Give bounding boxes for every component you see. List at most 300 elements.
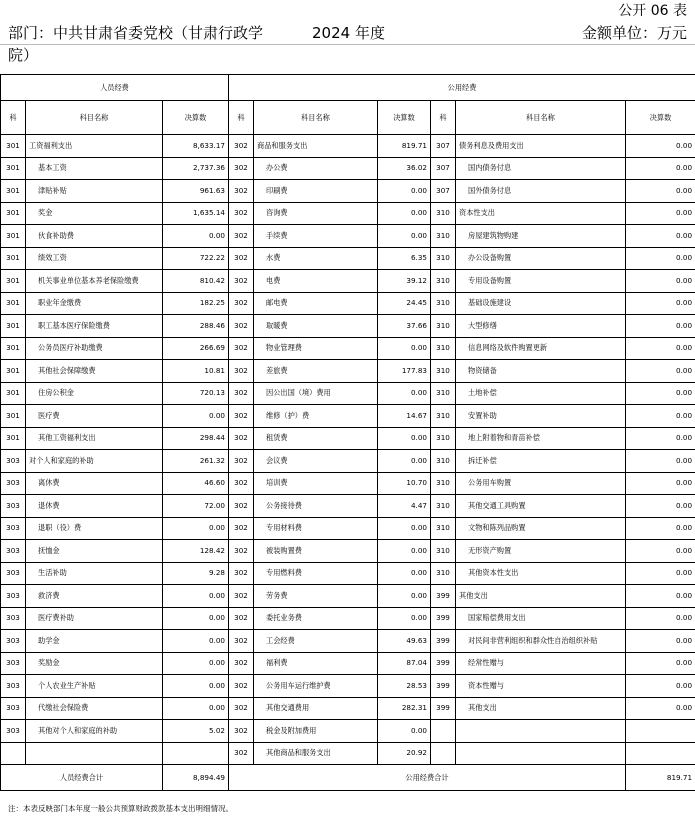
- public-code-cell: 302: [229, 675, 254, 698]
- col-name: 科目名称: [456, 101, 626, 135]
- public-cont-amount-cell: 0.00: [626, 630, 695, 653]
- personnel-amount-cell: 0.00: [163, 405, 229, 428]
- public-name-cell: 物业管理费: [254, 337, 378, 360]
- total-public-amount: 819.71: [626, 765, 695, 791]
- public-cont-code-cell: 310: [431, 292, 456, 315]
- public-amount-cell: 0.00: [378, 540, 431, 563]
- public-amount-cell: 39.12: [378, 270, 431, 293]
- public-cont-code-cell: 310: [431, 472, 456, 495]
- public-cont-code-cell: 310: [431, 540, 456, 563]
- personnel-amount-cell: 0.00: [163, 675, 229, 698]
- personnel-code-cell: 301: [1, 292, 26, 315]
- personnel-amount-cell: 5.02: [163, 720, 229, 743]
- public-cont-code-cell: 310: [431, 450, 456, 473]
- public-code-cell: 302: [229, 517, 254, 540]
- personnel-amount-cell: 0.00: [163, 697, 229, 720]
- public-cont-name-cell: 资本性赠与: [456, 675, 626, 698]
- public-code-cell: 302: [229, 202, 254, 225]
- public-code-cell: 302: [229, 450, 254, 473]
- public-name-cell: 专用燃料费: [254, 562, 378, 585]
- public-cont-amount-cell: 0.00: [626, 360, 695, 383]
- table-row: [1, 427, 695, 450]
- personnel-code-cell: 301: [1, 427, 26, 450]
- public-cont-amount-cell: 0.00: [626, 315, 695, 338]
- public-cont-name-cell: 大型修缮: [456, 315, 626, 338]
- public-code-cell: 302: [229, 405, 254, 428]
- public-cont-amount-cell: 0.00: [626, 225, 695, 248]
- personnel-name-cell: 公务员医疗补助缴费: [26, 337, 163, 360]
- personnel-code-cell: 303: [1, 472, 26, 495]
- public-name-cell: 因公出国（境）费用: [254, 382, 378, 405]
- public-cont-code-cell: 310: [431, 202, 456, 225]
- personnel-code-cell: 303: [1, 720, 26, 743]
- personnel-code-cell: 301: [1, 405, 26, 428]
- public-cont-code-cell: 310: [431, 427, 456, 450]
- public-cont-code-cell: 310: [431, 225, 456, 248]
- public-code-cell: 302: [229, 427, 254, 450]
- personnel-code-cell: 301: [1, 337, 26, 360]
- personnel-name-cell: 基本工资: [26, 157, 163, 180]
- public-amount-cell: 37.66: [378, 315, 431, 338]
- public-code-cell: 302: [229, 247, 254, 270]
- public-code-cell: 302: [229, 495, 254, 518]
- public-code-cell: 302: [229, 720, 254, 743]
- public-amount-cell: 0.00: [378, 427, 431, 450]
- section-public: 公用经费: [229, 75, 695, 101]
- table-row: [1, 720, 695, 743]
- personnel-name-cell: 住房公积金: [26, 382, 163, 405]
- personnel-code-cell: 303: [1, 607, 26, 630]
- public-cont-amount-cell: 0.00: [626, 607, 695, 630]
- public-amount-cell: 0.00: [378, 180, 431, 203]
- department-name: 部门：中共甘肃省委党校（甘肃行政学院）: [8, 24, 264, 64]
- public-cont-amount-cell: 0.00: [626, 450, 695, 473]
- table-row: [1, 337, 695, 360]
- table-row: [1, 157, 695, 180]
- table-row: [1, 585, 695, 608]
- table-row: [1, 382, 695, 405]
- public-cont-amount-cell: 0.00: [626, 180, 695, 203]
- public-cont-name-cell: 其他支出: [456, 697, 626, 720]
- table-row: [1, 697, 695, 720]
- public-name-cell: 手续费: [254, 225, 378, 248]
- public-amount-cell: 4.47: [378, 495, 431, 518]
- table-row: [1, 202, 695, 225]
- public-name-cell: 电费: [254, 270, 378, 293]
- public-amount-cell: 24.45: [378, 292, 431, 315]
- public-code-cell: 302: [229, 315, 254, 338]
- personnel-amount-cell: 2,737.36: [163, 157, 229, 180]
- public-code-cell: 302: [229, 562, 254, 585]
- personnel-amount-cell: 128.42: [163, 540, 229, 563]
- personnel-name-cell: 奖金: [26, 202, 163, 225]
- public-cont-name-cell: 房屋建筑物购建: [456, 225, 626, 248]
- public-amount-cell: 177.83: [378, 360, 431, 383]
- public-code-cell: 302: [229, 382, 254, 405]
- public-amount-cell: 0.00: [378, 450, 431, 473]
- table-row: [1, 135, 695, 158]
- col-name: 科目名称: [254, 101, 378, 135]
- public-cont-amount-cell: 0.00: [626, 562, 695, 585]
- table-row: [1, 405, 695, 428]
- public-name-cell: 商品和服务支出: [254, 135, 378, 158]
- personnel-code-cell: 301: [1, 382, 26, 405]
- personnel-code-cell: 301: [1, 202, 26, 225]
- public-cont-code-cell: 310: [431, 382, 456, 405]
- public-code-cell: 302: [229, 607, 254, 630]
- personnel-code-cell: 301: [1, 225, 26, 248]
- personnel-code-cell: 301: [1, 157, 26, 180]
- public-cont-name-cell: 国外债务付息: [456, 180, 626, 203]
- public-cont-name-cell: 对民间非营利组织和群众性自治组织补贴: [456, 630, 626, 653]
- public-cont-amount-cell: 0.00: [626, 517, 695, 540]
- personnel-name-cell: 退职（役）费: [26, 517, 163, 540]
- public-cont-name-cell: 债务利息及费用支出: [456, 135, 626, 158]
- public-cont-amount-cell: [626, 720, 695, 743]
- personnel-code-cell: 303: [1, 517, 26, 540]
- personnel-amount-cell: 182.25: [163, 292, 229, 315]
- table-row: [1, 562, 695, 585]
- public-cont-name-cell: 经常性赠与: [456, 652, 626, 675]
- public-cont-code-cell: 310: [431, 562, 456, 585]
- table-row: [1, 742, 695, 765]
- table-row: [1, 607, 695, 630]
- public-amount-cell: 0.00: [378, 562, 431, 585]
- public-code-cell: 302: [229, 135, 254, 158]
- public-cont-code-cell: 307: [431, 157, 456, 180]
- public-cont-name-cell: 专用设备购置: [456, 270, 626, 293]
- public-amount-cell: 36.02: [378, 157, 431, 180]
- personnel-amount-cell: 961.63: [163, 180, 229, 203]
- personnel-name-cell: 奖励金: [26, 652, 163, 675]
- public-code-cell: 302: [229, 652, 254, 675]
- public-amount-cell: 20.92: [378, 742, 431, 765]
- personnel-name-cell: 个人农业生产补贴: [26, 675, 163, 698]
- personnel-amount-cell: 298.44: [163, 427, 229, 450]
- public-name-cell: 劳务费: [254, 585, 378, 608]
- personnel-name-cell: 生活补助: [26, 562, 163, 585]
- public-cont-name-cell: 安置补助: [456, 405, 626, 428]
- personnel-amount-cell: 0.00: [163, 225, 229, 248]
- personnel-code-cell: 301: [1, 315, 26, 338]
- personnel-name-cell: 机关事业单位基本养老保险缴费: [26, 270, 163, 293]
- personnel-name-cell: 伙食补助费: [26, 225, 163, 248]
- personnel-amount-cell: 261.32: [163, 450, 229, 473]
- personnel-amount-cell: 0.00: [163, 630, 229, 653]
- personnel-name-cell: 职业年金缴费: [26, 292, 163, 315]
- public-name-cell: 福利费: [254, 652, 378, 675]
- public-name-cell: 咨询费: [254, 202, 378, 225]
- public-amount-cell: 0.00: [378, 517, 431, 540]
- personnel-amount-cell: 10.81: [163, 360, 229, 383]
- personnel-amount-cell: 288.46: [163, 315, 229, 338]
- personnel-code-cell: 303: [1, 495, 26, 518]
- public-cont-code-cell: 399: [431, 697, 456, 720]
- public-cont-name-cell: 基础设施建设: [456, 292, 626, 315]
- public-cont-code-cell: [431, 742, 456, 765]
- public-cont-code-cell: 310: [431, 337, 456, 360]
- public-name-cell: 水费: [254, 247, 378, 270]
- personnel-amount-cell: 46.60: [163, 472, 229, 495]
- public-name-cell: 专用材料费: [254, 517, 378, 540]
- personnel-code-cell: 301: [1, 180, 26, 203]
- public-code-cell: 302: [229, 630, 254, 653]
- public-cont-code-cell: 307: [431, 180, 456, 203]
- public-code-cell: 302: [229, 270, 254, 293]
- public-cont-name-cell: 其他交通工具购置: [456, 495, 626, 518]
- total-public-label: 公用经费合计: [229, 765, 626, 791]
- table-row: [1, 292, 695, 315]
- public-cont-amount-cell: 0.00: [626, 472, 695, 495]
- personnel-name-cell: [26, 742, 163, 765]
- public-code-cell: 302: [229, 472, 254, 495]
- personnel-code-cell: 301: [1, 247, 26, 270]
- public-code-cell: 302: [229, 225, 254, 248]
- public-name-cell: 被装购置费: [254, 540, 378, 563]
- public-cont-name-cell: 文物和陈列品购置: [456, 517, 626, 540]
- personnel-code-cell: 303: [1, 450, 26, 473]
- personnel-name-cell: 医疗费补助: [26, 607, 163, 630]
- table-row: [1, 315, 695, 338]
- public-cont-name-cell: 国家赔偿费用支出: [456, 607, 626, 630]
- personnel-code-cell: 303: [1, 652, 26, 675]
- public-amount-cell: 0.00: [378, 225, 431, 248]
- personnel-code-cell: [1, 742, 26, 765]
- public-name-cell: 维修（护）费: [254, 405, 378, 428]
- public-cont-amount-cell: 0.00: [626, 337, 695, 360]
- expenditure-table: [0, 74, 695, 791]
- public-cont-amount-cell: 0.00: [626, 585, 695, 608]
- public-cont-name-cell: 物资储备: [456, 360, 626, 383]
- public-name-cell: 公务接待费: [254, 495, 378, 518]
- public-code-cell: 302: [229, 742, 254, 765]
- table-row: [1, 495, 695, 518]
- public-code-cell: 302: [229, 697, 254, 720]
- personnel-name-cell: 退休费: [26, 495, 163, 518]
- personnel-name-cell: 绩效工资: [26, 247, 163, 270]
- personnel-name-cell: 职工基本医疗保险缴费: [26, 315, 163, 338]
- personnel-amount-cell: 0.00: [163, 585, 229, 608]
- personnel-name-cell: 其他对个人和家庭的补助: [26, 720, 163, 743]
- public-cont-name-cell: 地上附着物和青苗补偿: [456, 427, 626, 450]
- public-cont-name-cell: 国内债务付息: [456, 157, 626, 180]
- public-cont-name-cell: 其他资本性支出: [456, 562, 626, 585]
- public-name-cell: 工会经费: [254, 630, 378, 653]
- table-row: [1, 472, 695, 495]
- public-amount-cell: 10.70: [378, 472, 431, 495]
- footnote: 注：本表反映部门本年度一般公共预算财政拨款基本支出明细情况。: [8, 804, 233, 813]
- public-cont-name-cell: [456, 720, 626, 743]
- table-row: [1, 540, 695, 563]
- personnel-name-cell: 救济费: [26, 585, 163, 608]
- col-amount: 决算数: [163, 101, 229, 135]
- public-name-cell: 取暖费: [254, 315, 378, 338]
- public-cont-code-cell: 310: [431, 360, 456, 383]
- public-cont-amount-cell: 0.00: [626, 247, 695, 270]
- public-cont-amount-cell: 0.00: [626, 157, 695, 180]
- public-cont-code-cell: 399: [431, 607, 456, 630]
- public-cont-name-cell: 拆迁补偿: [456, 450, 626, 473]
- personnel-amount-cell: [163, 742, 229, 765]
- personnel-name-cell: 津贴补贴: [26, 180, 163, 203]
- report-year: 2024 年度: [312, 24, 385, 42]
- personnel-code-cell: 301: [1, 135, 26, 158]
- personnel-code-cell: 301: [1, 270, 26, 293]
- personnel-name-cell: 其他社会保障缴费: [26, 360, 163, 383]
- public-cont-amount-cell: 0.00: [626, 292, 695, 315]
- public-name-cell: 委托业务费: [254, 607, 378, 630]
- report-header: [0, 22, 695, 70]
- public-cont-code-cell: 310: [431, 405, 456, 428]
- public-cont-amount-cell: 0.00: [626, 495, 695, 518]
- public-cont-name-cell: 信息网络及软件购置更新: [456, 337, 626, 360]
- table-row: [1, 247, 695, 270]
- total-personnel-amount: 8,894.49: [163, 765, 229, 791]
- public-cont-code-cell: 310: [431, 495, 456, 518]
- public-name-cell: 培训费: [254, 472, 378, 495]
- public-amount-cell: 49.63: [378, 630, 431, 653]
- personnel-name-cell: 离休费: [26, 472, 163, 495]
- personnel-amount-cell: 722.22: [163, 247, 229, 270]
- personnel-amount-cell: 266.69: [163, 337, 229, 360]
- header-divider: [0, 44, 695, 45]
- public-cont-amount-cell: 0.00: [626, 675, 695, 698]
- public-amount-cell: 282.31: [378, 697, 431, 720]
- public-code-cell: 302: [229, 292, 254, 315]
- public-cont-code-cell: 310: [431, 315, 456, 338]
- personnel-code-cell: 303: [1, 630, 26, 653]
- public-cont-name-cell: [456, 742, 626, 765]
- personnel-name-cell: 其他工资福利支出: [26, 427, 163, 450]
- public-amount-cell: 87.04: [378, 652, 431, 675]
- public-name-cell: 其他商品和服务支出: [254, 742, 378, 765]
- table-row: [1, 517, 695, 540]
- public-amount-cell: 14.67: [378, 405, 431, 428]
- public-cont-name-cell: 土地补偿: [456, 382, 626, 405]
- public-cont-amount-cell: 0.00: [626, 202, 695, 225]
- public-name-cell: 差旅费: [254, 360, 378, 383]
- col-code: 科: [229, 101, 254, 135]
- col-amount: 决算数: [626, 101, 695, 135]
- public-amount-cell: 0.00: [378, 382, 431, 405]
- public-cont-code-cell: 399: [431, 675, 456, 698]
- public-cont-code-cell: 399: [431, 585, 456, 608]
- public-cont-code-cell: 399: [431, 630, 456, 653]
- personnel-code-cell: 303: [1, 697, 26, 720]
- personnel-amount-cell: 720.13: [163, 382, 229, 405]
- personnel-amount-cell: 0.00: [163, 517, 229, 540]
- table-number: 公开 06 表: [618, 3, 687, 19]
- total-personnel-label: 人员经费合计: [1, 765, 163, 791]
- public-code-cell: 302: [229, 180, 254, 203]
- public-name-cell: 邮电费: [254, 292, 378, 315]
- section-header-row: [1, 75, 695, 101]
- public-amount-cell: 0.00: [378, 202, 431, 225]
- personnel-amount-cell: 0.00: [163, 607, 229, 630]
- personnel-name-cell: 抚恤金: [26, 540, 163, 563]
- public-amount-cell: 0.00: [378, 720, 431, 743]
- col-code: 科: [431, 101, 456, 135]
- table-row: [1, 270, 695, 293]
- public-cont-amount-cell: 0.00: [626, 652, 695, 675]
- public-code-cell: 302: [229, 337, 254, 360]
- public-code-cell: 302: [229, 540, 254, 563]
- personnel-name-cell: 工资福利支出: [26, 135, 163, 158]
- personnel-code-cell: 303: [1, 585, 26, 608]
- personnel-name-cell: 助学金: [26, 630, 163, 653]
- personnel-code-cell: 301: [1, 360, 26, 383]
- public-cont-code-cell: 310: [431, 247, 456, 270]
- table-row: [1, 360, 695, 383]
- table-row: [1, 450, 695, 473]
- personnel-code-cell: 303: [1, 562, 26, 585]
- public-cont-code-cell: 399: [431, 652, 456, 675]
- public-amount-cell: 0.00: [378, 337, 431, 360]
- personnel-name-cell: 对个人和家庭的补助: [26, 450, 163, 473]
- total-row: [1, 765, 695, 791]
- public-cont-amount-cell: 0.00: [626, 135, 695, 158]
- table-row: [1, 675, 695, 698]
- public-name-cell: 租赁费: [254, 427, 378, 450]
- section-personnel: 人员经费: [1, 75, 229, 101]
- public-code-cell: 302: [229, 157, 254, 180]
- public-code-cell: 302: [229, 360, 254, 383]
- public-cont-name-cell: 无形资产购置: [456, 540, 626, 563]
- public-cont-name-cell: 办公设备购置: [456, 247, 626, 270]
- col-amount: 决算数: [378, 101, 431, 135]
- public-cont-amount-cell: 0.00: [626, 405, 695, 428]
- public-cont-name-cell: 其他支出: [456, 585, 626, 608]
- personnel-name-cell: 医疗费: [26, 405, 163, 428]
- personnel-amount-cell: 810.42: [163, 270, 229, 293]
- personnel-name-cell: 代缴社会保险费: [26, 697, 163, 720]
- column-header-row: [1, 101, 695, 135]
- table-row: [1, 180, 695, 203]
- public-code-cell: 302: [229, 585, 254, 608]
- public-cont-name-cell: 资本性支出: [456, 202, 626, 225]
- public-amount-cell: 819.71: [378, 135, 431, 158]
- personnel-amount-cell: 0.00: [163, 652, 229, 675]
- public-cont-code-cell: 310: [431, 517, 456, 540]
- public-name-cell: 会议费: [254, 450, 378, 473]
- public-cont-amount-cell: 0.00: [626, 697, 695, 720]
- personnel-amount-cell: 9.28: [163, 562, 229, 585]
- public-cont-name-cell: 公务用车购置: [456, 472, 626, 495]
- public-amount-cell: 28.53: [378, 675, 431, 698]
- public-cont-code-cell: 307: [431, 135, 456, 158]
- public-cont-amount-cell: 0.00: [626, 540, 695, 563]
- public-name-cell: 印刷费: [254, 180, 378, 203]
- public-name-cell: 其他交通费用: [254, 697, 378, 720]
- personnel-code-cell: 303: [1, 540, 26, 563]
- public-cont-amount-cell: 0.00: [626, 427, 695, 450]
- col-name: 科目名称: [26, 101, 163, 135]
- public-name-cell: 办公费: [254, 157, 378, 180]
- public-cont-amount-cell: 0.00: [626, 382, 695, 405]
- amount-unit: 金额单位：万元: [581, 24, 687, 42]
- public-name-cell: 公务用车运行维护费: [254, 675, 378, 698]
- personnel-amount-cell: 8,633.17: [163, 135, 229, 158]
- public-amount-cell: 0.00: [378, 607, 431, 630]
- public-name-cell: 税金及附加费用: [254, 720, 378, 743]
- table-row: [1, 652, 695, 675]
- table-row: [1, 225, 695, 248]
- table-row: [1, 630, 695, 653]
- col-code: 科: [1, 101, 26, 135]
- personnel-amount-cell: 1,635.14: [163, 202, 229, 225]
- personnel-amount-cell: 72.00: [163, 495, 229, 518]
- public-cont-code-cell: 310: [431, 270, 456, 293]
